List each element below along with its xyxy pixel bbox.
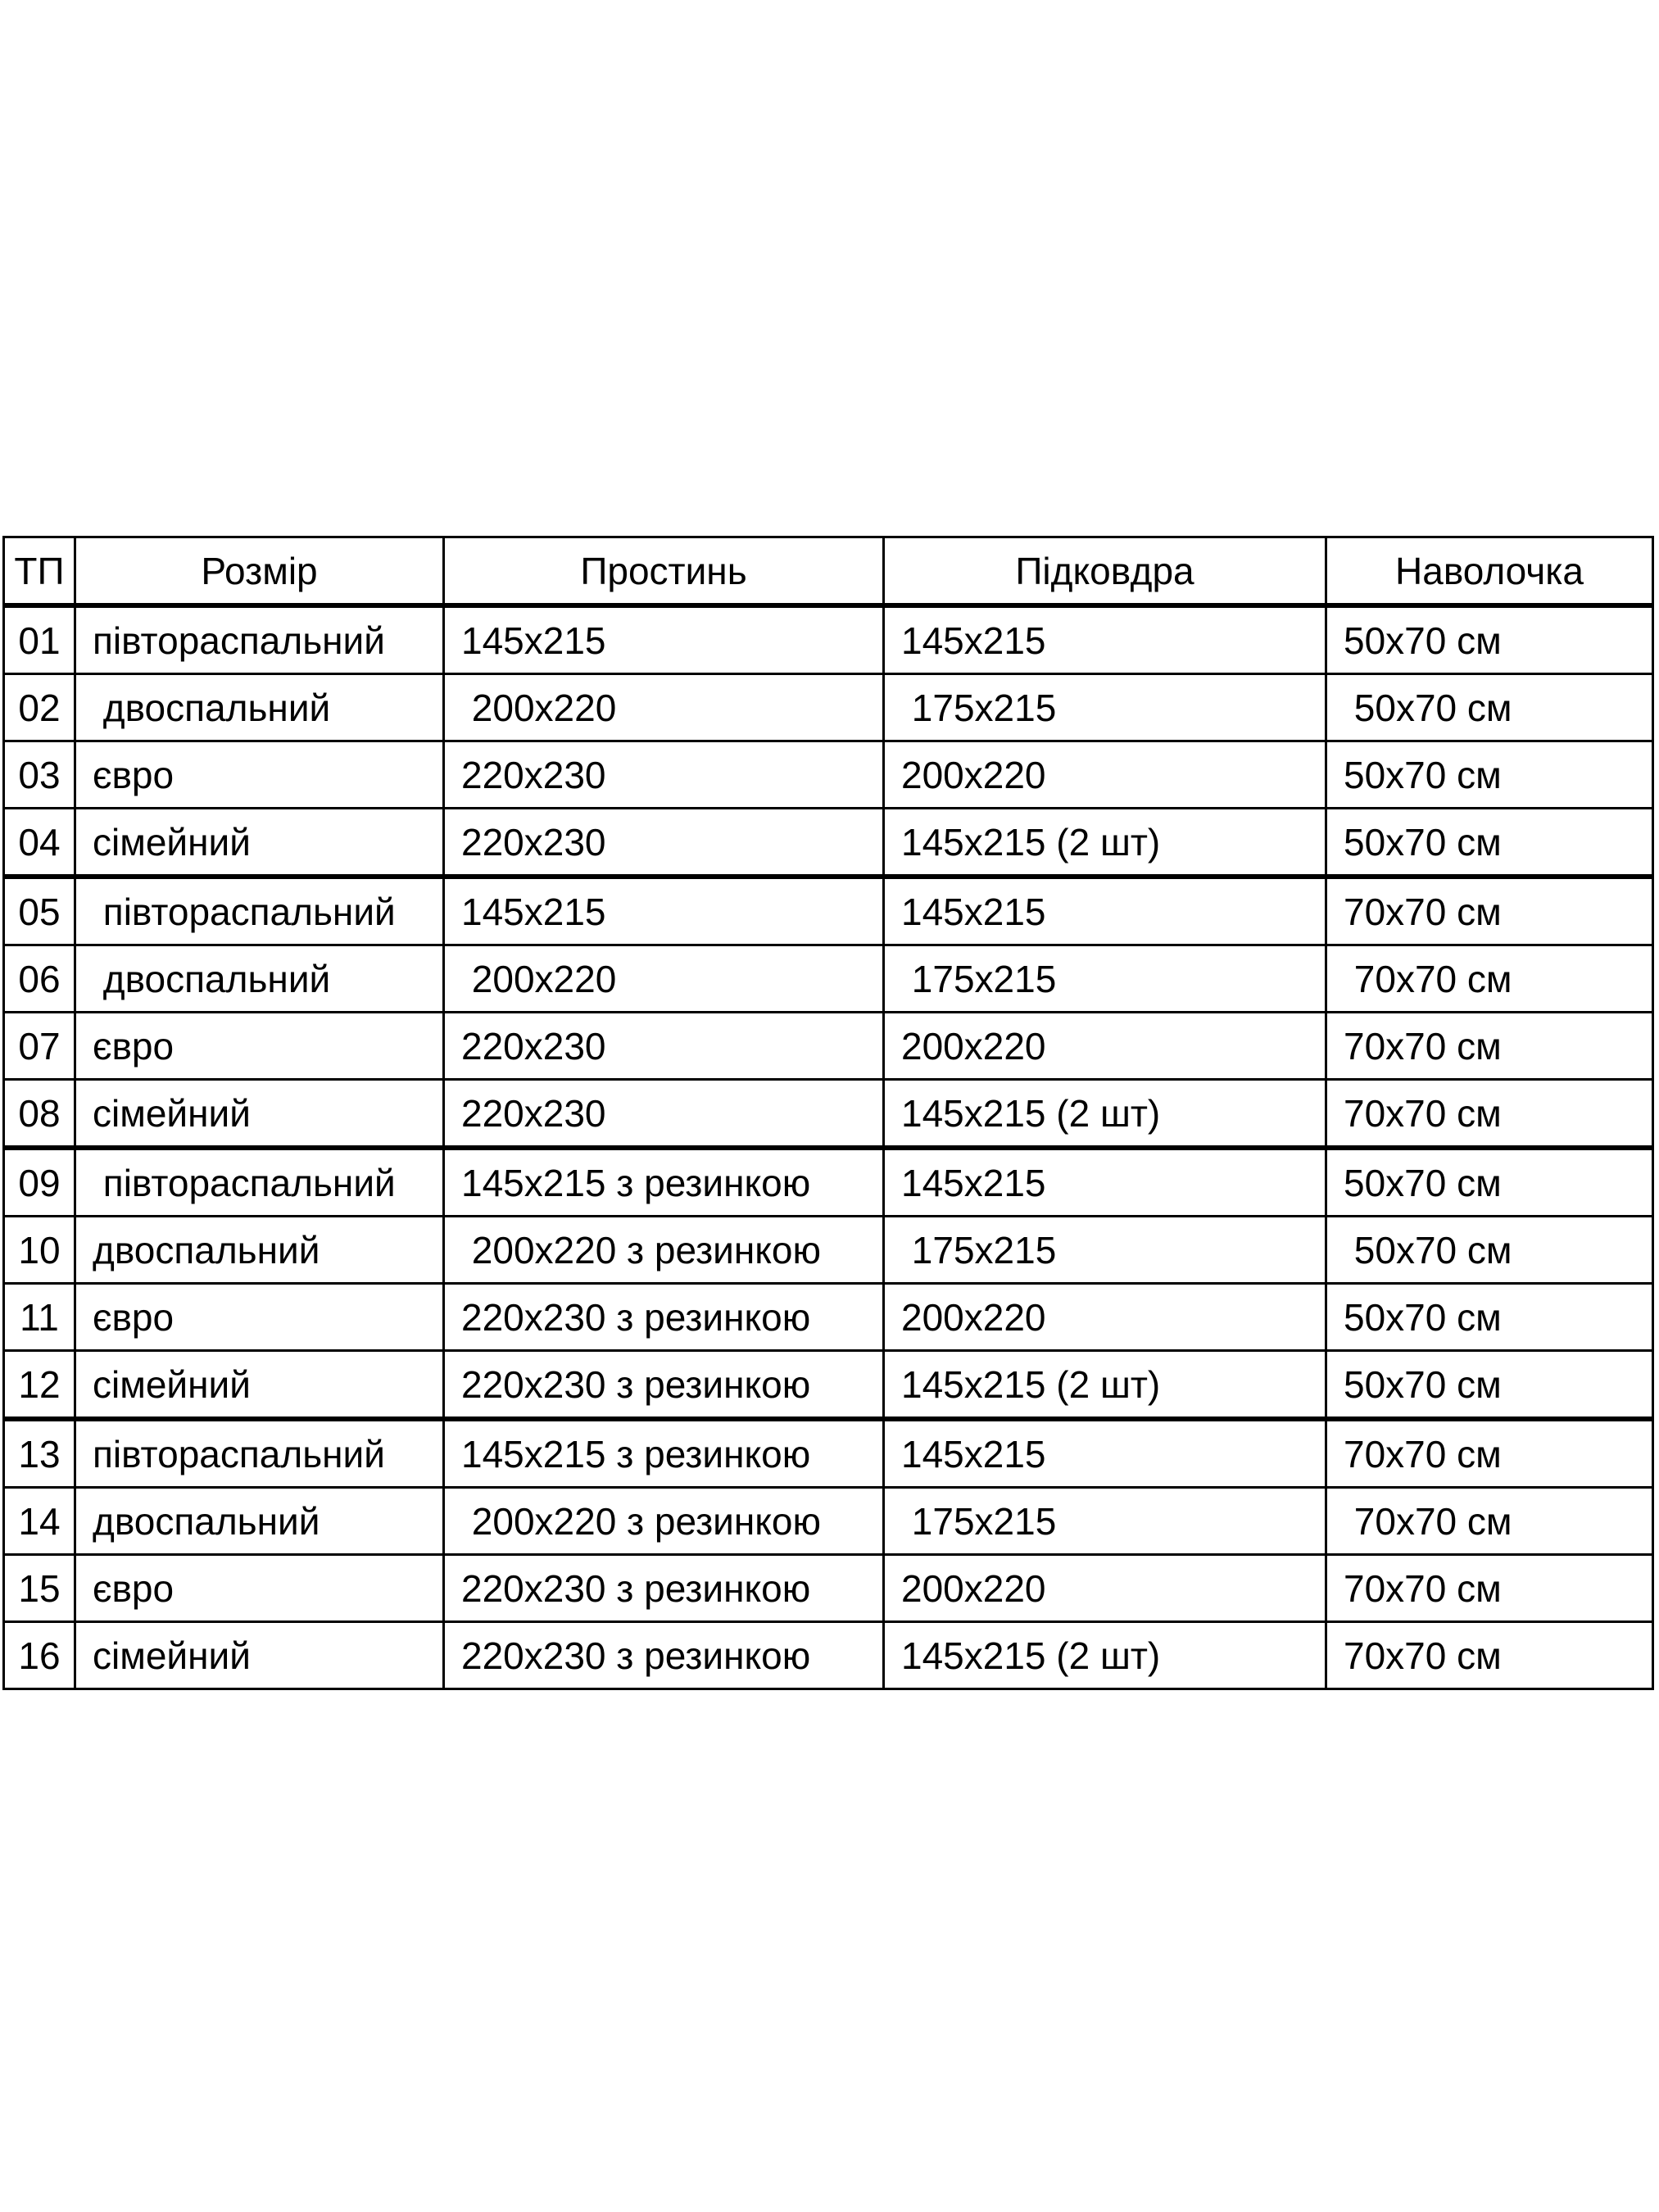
cell-size: євро: [75, 1555, 444, 1622]
cell-sheet: 220х230 з резинкою: [444, 1284, 884, 1351]
table-row: [4, 674, 1653, 741]
cell-pillow: 70х70 см: [1326, 1488, 1653, 1555]
cell-sheet: 200х220 з резинкою: [444, 1488, 884, 1555]
cell-pillow: 50х70 см: [1326, 1351, 1653, 1420]
cell-duvet: 145х215: [884, 1148, 1326, 1217]
bedding-size-table: [2, 536, 1654, 1690]
cell-duvet: 175х215: [884, 1217, 1326, 1284]
table-row: [4, 945, 1653, 1013]
cell-pillow: 70х70 см: [1326, 1419, 1653, 1488]
cell-sheet: 220х230: [444, 809, 884, 877]
cell-size: двоспальний: [75, 1217, 444, 1284]
cell-duvet: 145х215 (2 шт): [884, 1622, 1326, 1689]
cell-duvet: 200х220: [884, 1284, 1326, 1351]
cell-tp: 08: [4, 1080, 75, 1149]
table-row: [4, 1284, 1653, 1351]
cell-size: півтораспальний: [75, 605, 444, 674]
cell-tp: 16: [4, 1622, 75, 1689]
cell-pillow: 70х70 см: [1326, 1555, 1653, 1622]
cell-sheet: 145х215: [444, 605, 884, 674]
cell-sheet: 220х230 з резинкою: [444, 1351, 884, 1420]
cell-pillow: 50х70 см: [1326, 1217, 1653, 1284]
table-row: [4, 877, 1653, 945]
cell-size: євро: [75, 741, 444, 809]
cell-size: півтораспальний: [75, 877, 444, 945]
cell-sheet: 145х215 з резинкою: [444, 1419, 884, 1488]
cell-tp: 02: [4, 674, 75, 741]
table-row: [4, 809, 1653, 877]
cell-sheet: 220х230: [444, 1080, 884, 1149]
column-header-tp: ТП: [4, 537, 75, 606]
column-header-duvet: Підковдра: [884, 537, 1326, 606]
cell-duvet: 145х215: [884, 605, 1326, 674]
table-row: [4, 1013, 1653, 1080]
cell-pillow: 70х70 см: [1326, 1080, 1653, 1149]
cell-size: півтораспальний: [75, 1148, 444, 1217]
cell-duvet: 200х220: [884, 1555, 1326, 1622]
table-row: [4, 1217, 1653, 1284]
cell-pillow: 50х70 см: [1326, 1148, 1653, 1217]
cell-duvet: 145х215 (2 шт): [884, 1351, 1326, 1420]
cell-sheet: 145х215: [444, 877, 884, 945]
cell-tp: 07: [4, 1013, 75, 1080]
cell-pillow: 50х70 см: [1326, 605, 1653, 674]
cell-tp: 01: [4, 605, 75, 674]
cell-pillow: 70х70 см: [1326, 945, 1653, 1013]
table-row: [4, 605, 1653, 674]
cell-tp: 12: [4, 1351, 75, 1420]
cell-pillow: 50х70 см: [1326, 741, 1653, 809]
cell-tp: 13: [4, 1419, 75, 1488]
cell-duvet: 175х215: [884, 674, 1326, 741]
cell-size: двоспальний: [75, 674, 444, 741]
column-header-sheet: Простинь: [444, 537, 884, 606]
cell-pillow: 70х70 см: [1326, 1622, 1653, 1689]
cell-duvet: 145х215 (2 шт): [884, 809, 1326, 877]
table-row: [4, 1080, 1653, 1149]
cell-pillow: 50х70 см: [1326, 674, 1653, 741]
table-row: [4, 741, 1653, 809]
cell-tp: 03: [4, 741, 75, 809]
cell-tp: 04: [4, 809, 75, 877]
cell-duvet: 200х220: [884, 741, 1326, 809]
table-body: [4, 605, 1653, 1689]
cell-tp: 14: [4, 1488, 75, 1555]
cell-sheet: 200х220: [444, 674, 884, 741]
cell-duvet: 175х215: [884, 1488, 1326, 1555]
cell-tp: 10: [4, 1217, 75, 1284]
cell-sheet: 145х215 з резинкою: [444, 1148, 884, 1217]
cell-duvet: 145х215: [884, 1419, 1326, 1488]
cell-size: двоспальний: [75, 945, 444, 1013]
cell-duvet: 145х215: [884, 877, 1326, 945]
table-row: [4, 1419, 1653, 1488]
table-row: [4, 1488, 1653, 1555]
cell-sheet: 220х230: [444, 1013, 884, 1080]
cell-size: євро: [75, 1284, 444, 1351]
cell-size: півтораспальний: [75, 1419, 444, 1488]
cell-sheet: 220х230 з резинкою: [444, 1622, 884, 1689]
column-header-size: Розмір: [75, 537, 444, 606]
cell-size: сімейний: [75, 1622, 444, 1689]
cell-size: сімейний: [75, 1080, 444, 1149]
cell-sheet: 220х230: [444, 741, 884, 809]
cell-pillow: 50х70 см: [1326, 809, 1653, 877]
cell-sheet: 220х230 з резинкою: [444, 1555, 884, 1622]
cell-tp: 11: [4, 1284, 75, 1351]
cell-duvet: 200х220: [884, 1013, 1326, 1080]
cell-duvet: 145х215 (2 шт): [884, 1080, 1326, 1149]
table-row: [4, 1148, 1653, 1217]
cell-pillow: 70х70 см: [1326, 1013, 1653, 1080]
cell-size: сімейний: [75, 809, 444, 877]
cell-tp: 06: [4, 945, 75, 1013]
cell-duvet: 175х215: [884, 945, 1326, 1013]
cell-size: євро: [75, 1013, 444, 1080]
cell-pillow: 50х70 см: [1326, 1284, 1653, 1351]
column-header-pillow: Наволочка: [1326, 537, 1653, 606]
table-row: [4, 1555, 1653, 1622]
cell-pillow: 70х70 см: [1326, 877, 1653, 945]
cell-size: двоспальний: [75, 1488, 444, 1555]
cell-tp: 09: [4, 1148, 75, 1217]
table-row: [4, 1622, 1653, 1689]
cell-size: сімейний: [75, 1351, 444, 1420]
cell-sheet: 200х220: [444, 945, 884, 1013]
header-row: [4, 537, 1653, 606]
cell-sheet: 200х220 з резинкою: [444, 1217, 884, 1284]
cell-tp: 15: [4, 1555, 75, 1622]
cell-tp: 05: [4, 877, 75, 945]
table-row: [4, 1351, 1653, 1420]
